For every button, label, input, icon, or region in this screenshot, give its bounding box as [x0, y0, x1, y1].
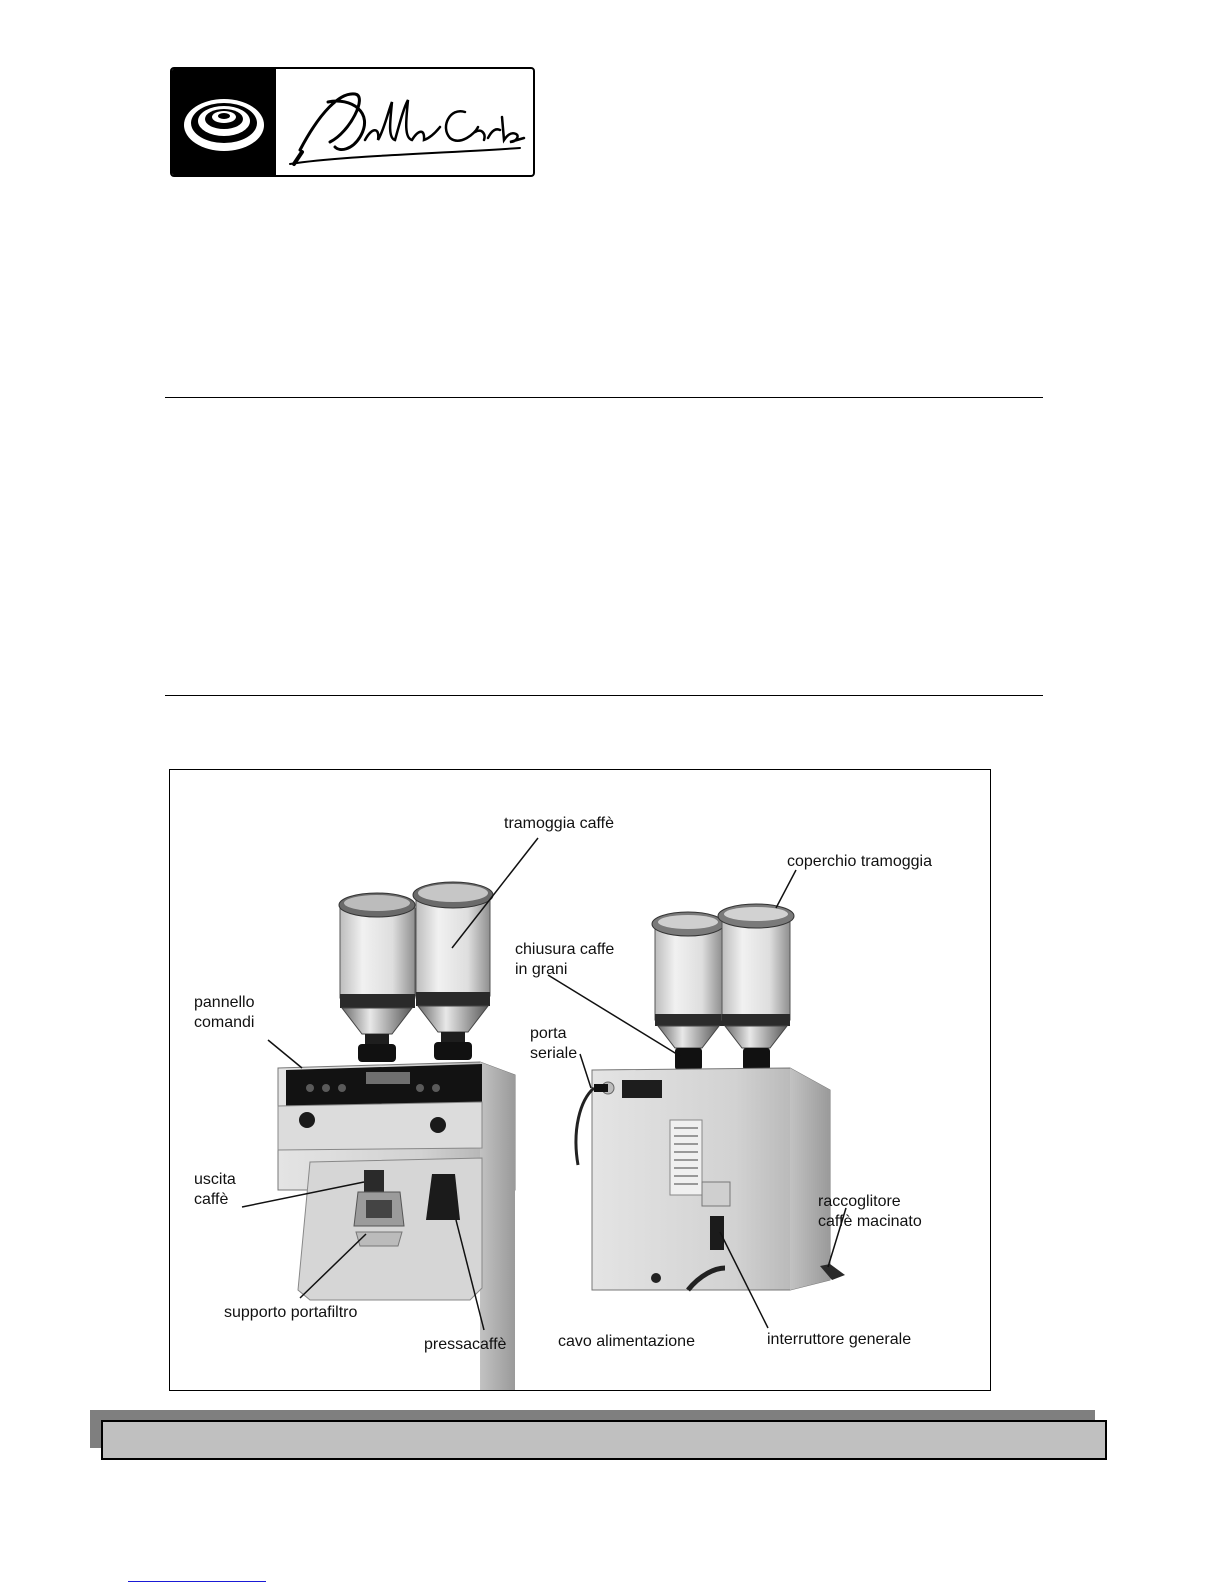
label-raccoglitore-line2: caffè macinato	[818, 1213, 922, 1230]
label-chiusura-line2: in grani	[515, 961, 568, 978]
label-pannello-line2: comandi	[194, 1014, 255, 1031]
section-rule-top	[165, 397, 1043, 398]
label-interruttore-generale: interruttore generale	[767, 1331, 912, 1348]
label-porta-line1: porta	[530, 1025, 567, 1042]
section-rule-bottom	[165, 695, 1043, 696]
left-hopper-2	[413, 882, 493, 1060]
label-uscita-line1: uscita	[194, 1171, 236, 1188]
right-hopper-2	[718, 904, 794, 1070]
bottom-link-underline[interactable]	[128, 1581, 266, 1582]
label-pannello-line1: pannello	[194, 994, 255, 1011]
label-uscita-line2: caffè	[194, 1191, 229, 1208]
concentric-rings-icon	[172, 69, 276, 175]
label-raccoglitore-line1: raccoglitore	[818, 1193, 901, 1210]
label-supporto-portafiltro: supporto portafiltro	[224, 1304, 358, 1321]
label-pressacaffe: pressacaffè	[424, 1336, 507, 1353]
brand-logo	[170, 67, 535, 177]
label-cavo-alimentazione: cavo alimentazione	[558, 1333, 695, 1350]
label-tramoggia-caffe: tramoggia caffè	[504, 815, 614, 832]
brand-signature	[276, 69, 533, 175]
label-chiusura-line1: chiusura caffe	[515, 941, 615, 958]
label-coperchio-tramoggia: coperchio tramoggia	[787, 853, 932, 870]
footer-bar	[101, 1420, 1107, 1460]
machine-figure	[169, 769, 991, 1391]
left-hopper-1	[339, 893, 415, 1062]
label-porta-line2: seriale	[530, 1045, 578, 1062]
